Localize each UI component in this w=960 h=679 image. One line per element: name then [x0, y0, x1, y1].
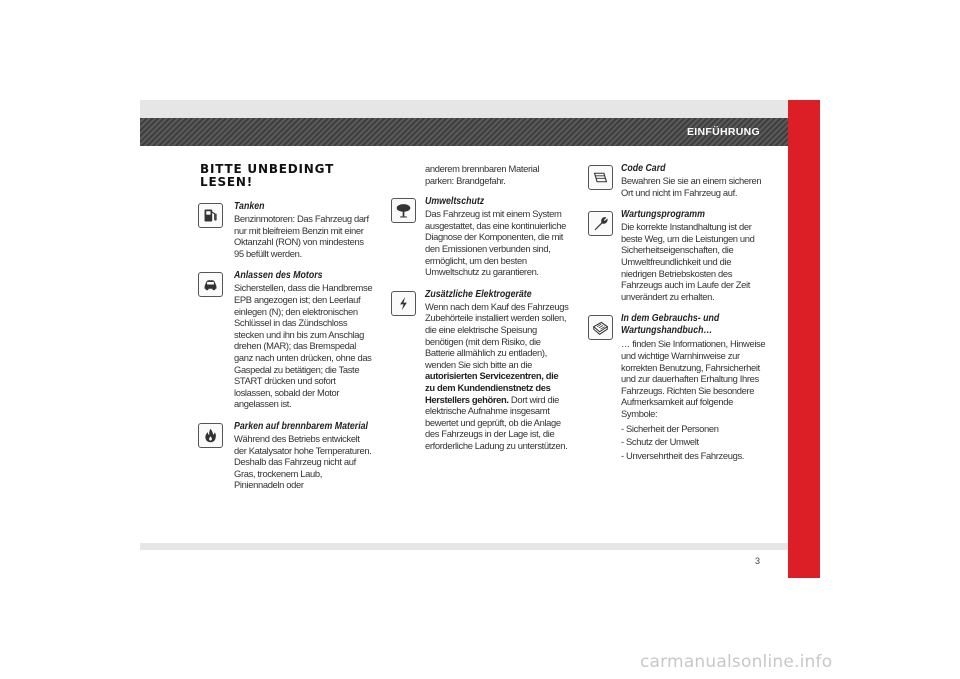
manual-book-icon: [588, 315, 613, 340]
page-number: 3: [755, 556, 761, 566]
top-gray-strip: [140, 100, 788, 118]
section-title-wartungsprogramm: Wartungsprogramm: [621, 209, 705, 221]
watermark: carmanualsonline.info: [640, 652, 833, 672]
section-title-anlassen: Anlassen des Motors: [234, 270, 323, 282]
section-wartungsprogramm: [588, 209, 768, 302]
section-umweltschutz: [395, 196, 570, 278]
list-item: - Sicherheit der Personen: [621, 422, 719, 434]
section-anlassen: [198, 270, 374, 410]
section-text-code-card: Bewahren Sie sie an einem sicheren Ort und nicht im Fahrzeug auf.: [621, 175, 762, 198]
section-banner: [140, 118, 788, 146]
list-item: - Unversehrtheit des Fahrzeugs.: [621, 449, 745, 461]
section-elektrogeraete: [395, 289, 570, 452]
service-centers-emphasis: autorisierten Servicezentren, die zu dem Kundendienstnetz des Herstellers gehören.: [425, 370, 559, 405]
tree-icon: [391, 198, 416, 223]
electric-bolt-icon: [391, 291, 416, 316]
fuel-pump-icon: [198, 203, 223, 228]
section-text-anlassen: Sicherstellen, dass die Handbremse EPB angezogen ist; den Leerlauf einlegen (N); den elektronischen Schlüssel in das Zündschloss stecken und ihn bis zum Anschlag drehen (MAR); das Bremspedal ganz nach unten drücken, ohne das Gaspedal zu betätigen; die Taste START drücken und sofort loslassen, sobald der Motor angelassen ist.: [234, 282, 373, 410]
page-heading: BITTE UNBEDINGT LESEN!: [200, 162, 335, 189]
code-card-icon: [588, 165, 613, 190]
section-text-wartungsprogramm: Die korrekte Instandhaltung ist der beste Weg, um die Leistungen und Sicherheitseigenschaften, die Umweltfreundlichkeit und die niedrigen Betriebskosten des Fahrzeugs auch im Laufe der Zeit unverändert zu erhalten.: [621, 221, 755, 302]
continuation-text: anderem brennbaren Material parken: Brandgefahr.: [425, 163, 540, 186]
section-handbuch: [588, 313, 768, 462]
section-text-elektrogeraete: Wenn nach dem Kauf des Fahrzeugs Zubehörteile installiert werden sollen, die eine elektrische Speisung benötigen (mit dem Risiko, die Batterie allmählich zu entladen), wenden Sie sich bitte an die autorisierten Servicezentren, die zu dem Kundendienstnetz des Herstellers gehören. Dort wird die elektrische Aufnahme insgesamt bewertet und geprüft, ob die Anlage des Fahrzeugs in der Lage ist, die erforderliche Ladung zu unterstützen.: [425, 300, 569, 451]
bottom-gray-strip: [140, 543, 788, 550]
section-text-tanken: Benzinmotoren: Das Fahrzeug darf nur mit bleifreiem Benzin mit einer Oktanzahl (RON) von mindestens 95 befüllt werden.: [234, 213, 369, 259]
section-title-parken: Parken auf brennbarem Material: [234, 420, 369, 432]
column-2: [395, 163, 570, 462]
section-parken: [198, 421, 374, 491]
column-3: [588, 163, 768, 473]
section-text-handbuch: … finden Sie Informationen, Hinweise und wichtige Warnhinweise zur korrekten Benutzung, Fahrsicherheit und zur dauerhaften Erhaltung Ihres Fahrzeugs. Richten Sie besondere Aufmerksamkeit auf folgende Symbole:: [621, 338, 766, 419]
section-title-umweltschutz: Umweltschutz: [425, 196, 485, 208]
section-title-handbuch: In dem Gebrauchs- und Wartungshandbuch…: [621, 313, 720, 337]
section-text-parken: Während des Betriebs entwickelt der Katalysator hohe Temperaturen. Deshalb das Fahrzeug nicht auf Gras, trockenem Laub, Piniennadeln oder: [234, 432, 372, 491]
column-1: [198, 163, 374, 502]
section-text-umweltschutz: Das Fahrzeug ist mit einem System ausgestattet, das eine kontinuierliche Diagnose der Komponenten, die mit den Emissionen verbunden sind, ermöglicht, um den besten Umweltschutz zu garantieren.: [425, 208, 566, 278]
wrench-icon: [588, 211, 613, 236]
list-item: - Schutz der Umwelt: [621, 436, 699, 447]
car-icon: [198, 272, 223, 297]
section-title-elektrogeraete: Zusätzliche Elektrogeräte: [425, 288, 532, 300]
section-code-card: [588, 163, 768, 198]
section-title: EINFÜHRUNG: [687, 126, 760, 138]
fire-icon: [198, 423, 223, 448]
red-side-tab: [788, 100, 820, 578]
section-title-code-card: Code Card: [621, 163, 666, 174]
symbol-list: [621, 422, 768, 463]
section-tanken: [198, 201, 374, 259]
section-title-tanken: Tanken: [234, 201, 265, 212]
